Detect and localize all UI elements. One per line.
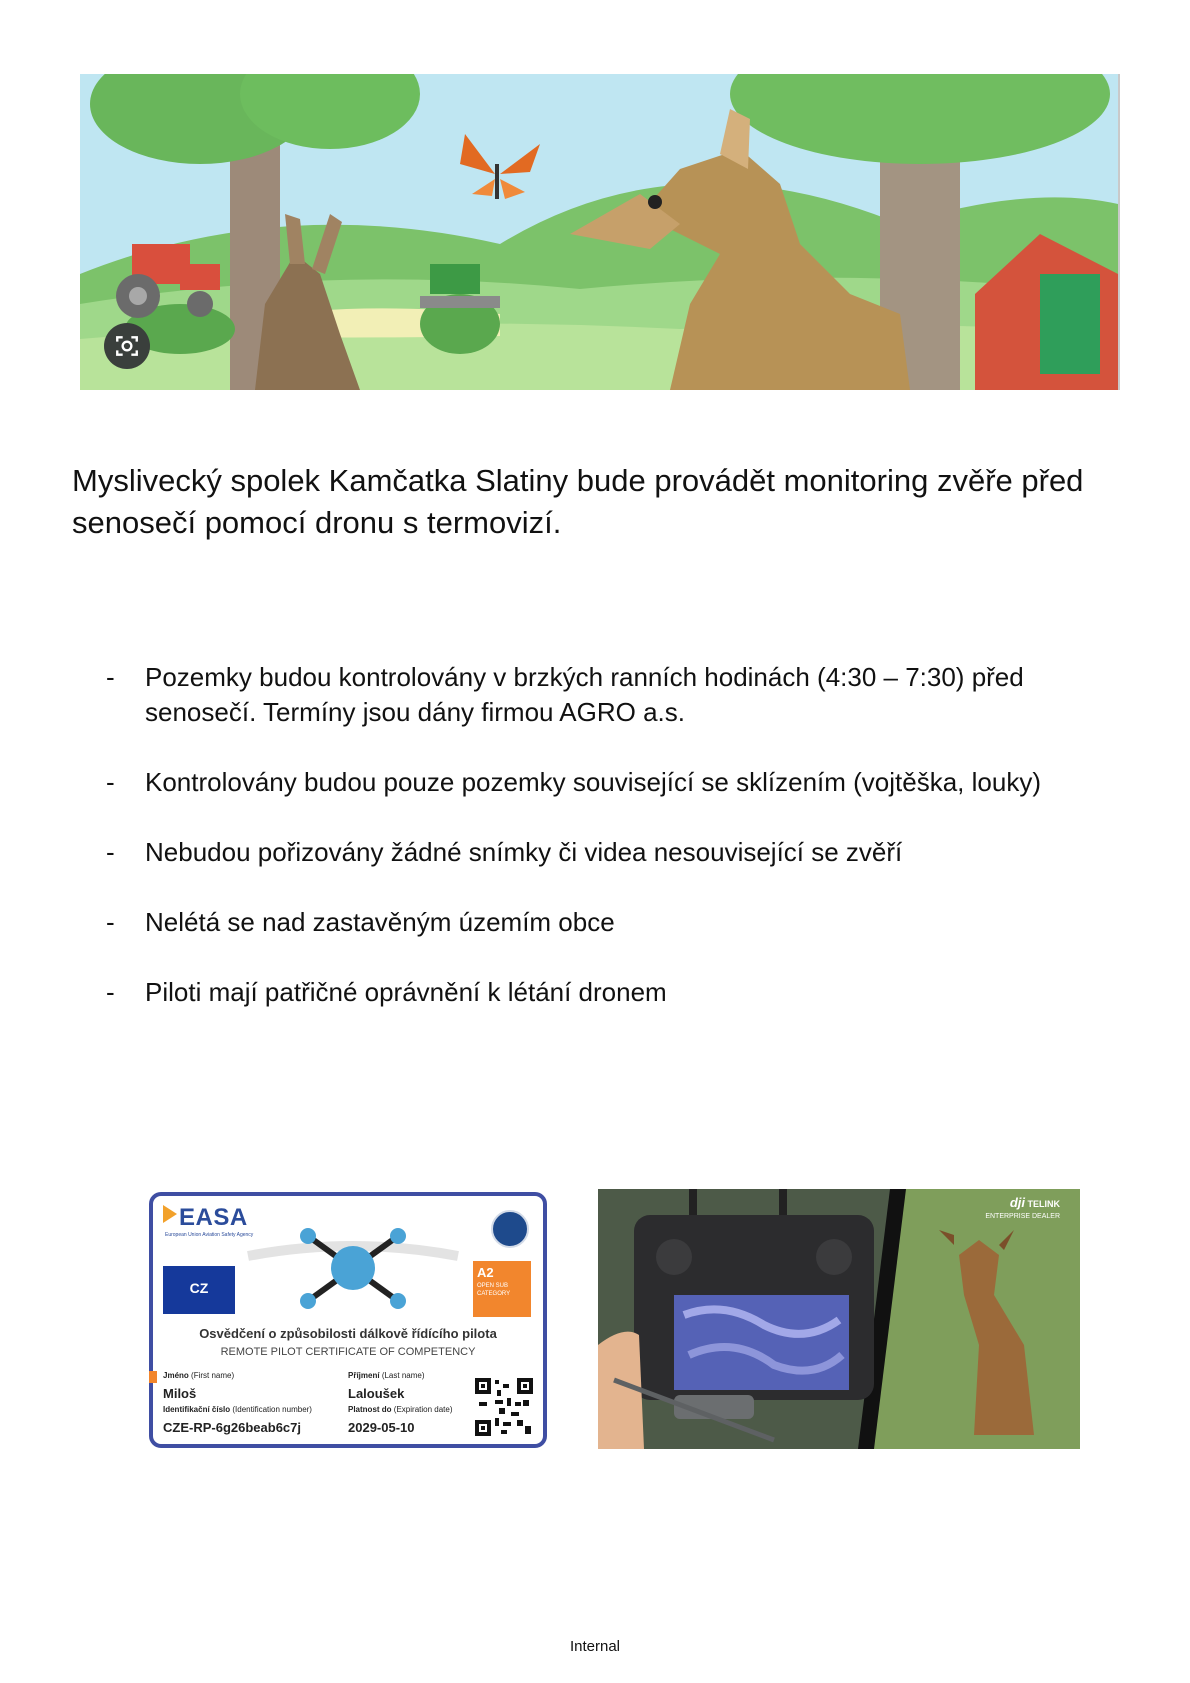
orange-marker bbox=[149, 1371, 157, 1383]
cz-crest-icon bbox=[491, 1210, 529, 1248]
list-item-text: Piloti mají patřičné oprávnění k létání dronem bbox=[145, 977, 667, 1007]
dealer-logo: dji TELINK ENTERPRISE DEALER bbox=[985, 1195, 1060, 1220]
last-name-value: Laloušek bbox=[348, 1386, 405, 1401]
footer-classification: Internal bbox=[569, 1638, 621, 1655]
list-dash: - bbox=[106, 907, 115, 937]
lens-icon bbox=[114, 333, 140, 359]
list-item bbox=[72, 835, 1132, 870]
list-item-text: Nebudou pořizovány žádné snímky či videa nesouvisející se zvěří bbox=[145, 837, 903, 867]
list-dash: - bbox=[106, 767, 115, 797]
info-list bbox=[72, 660, 1132, 1045]
first-name-label: Jméno (First name) bbox=[163, 1371, 235, 1380]
certificate-subtitle: REMOTE PILOT CERTIFICATE OF COMPETENCY bbox=[220, 1346, 476, 1358]
list-dash: - bbox=[106, 837, 115, 867]
id-value: CZE-RP-6g26beab6c7j bbox=[163, 1420, 301, 1435]
list-item bbox=[72, 660, 1132, 730]
list-item-text: Kontrolovány budou pouze pozemky související se sklízením (vojtěška, louky) bbox=[145, 767, 1041, 797]
certificate-title: Osvědčení o způsobilosti dálkově řídícího pilota bbox=[199, 1326, 497, 1341]
expiry-label: Platnost do (Expiration date) bbox=[348, 1405, 453, 1414]
farm-wildlife-illustration bbox=[80, 74, 1118, 390]
first-name-value: Miloš bbox=[163, 1386, 197, 1401]
list-item bbox=[72, 905, 1132, 940]
visual-search-button[interactable] bbox=[104, 323, 150, 369]
category-badge: A2 OPEN SUB CATEGORY bbox=[473, 1261, 531, 1317]
list-item-text: Pozemky budou kontrolovány v brzkých ranních hodinách (4:30 – 7:30) před senosečí. Termíny jsou dány firmou AGRO a.s. bbox=[145, 662, 1024, 727]
pilot-certificate-card bbox=[149, 1192, 547, 1448]
list-dash: - bbox=[106, 662, 115, 692]
announcement-heading: Myslivecký spolek Kamčatka Slatiny bude provádět monitoring zvěře před senosečí pomocí dronu s termovizí. bbox=[72, 463, 1084, 540]
eu-flag-icon: CZ bbox=[163, 1266, 235, 1314]
list-item bbox=[72, 975, 1132, 1010]
easa-logo: EASA bbox=[163, 1204, 248, 1232]
list-item bbox=[72, 765, 1132, 800]
expiry-value: 2029-05-10 bbox=[348, 1420, 415, 1435]
list-item-text: Nelétá se nad zastavěným územím obce bbox=[145, 907, 615, 937]
drone-controller-photo bbox=[594, 1185, 1080, 1453]
id-label: Identifikační číslo (Identification number) bbox=[163, 1405, 312, 1414]
last-name-label: Příjmení (Last name) bbox=[348, 1371, 425, 1380]
qr-code-icon bbox=[475, 1378, 533, 1436]
easa-logo-subtitle: European Union Aviation Safety Agency bbox=[165, 1232, 254, 1238]
drone-icon bbox=[238, 1216, 468, 1316]
header-illustration bbox=[80, 74, 1120, 390]
list-dash: - bbox=[106, 977, 115, 1007]
